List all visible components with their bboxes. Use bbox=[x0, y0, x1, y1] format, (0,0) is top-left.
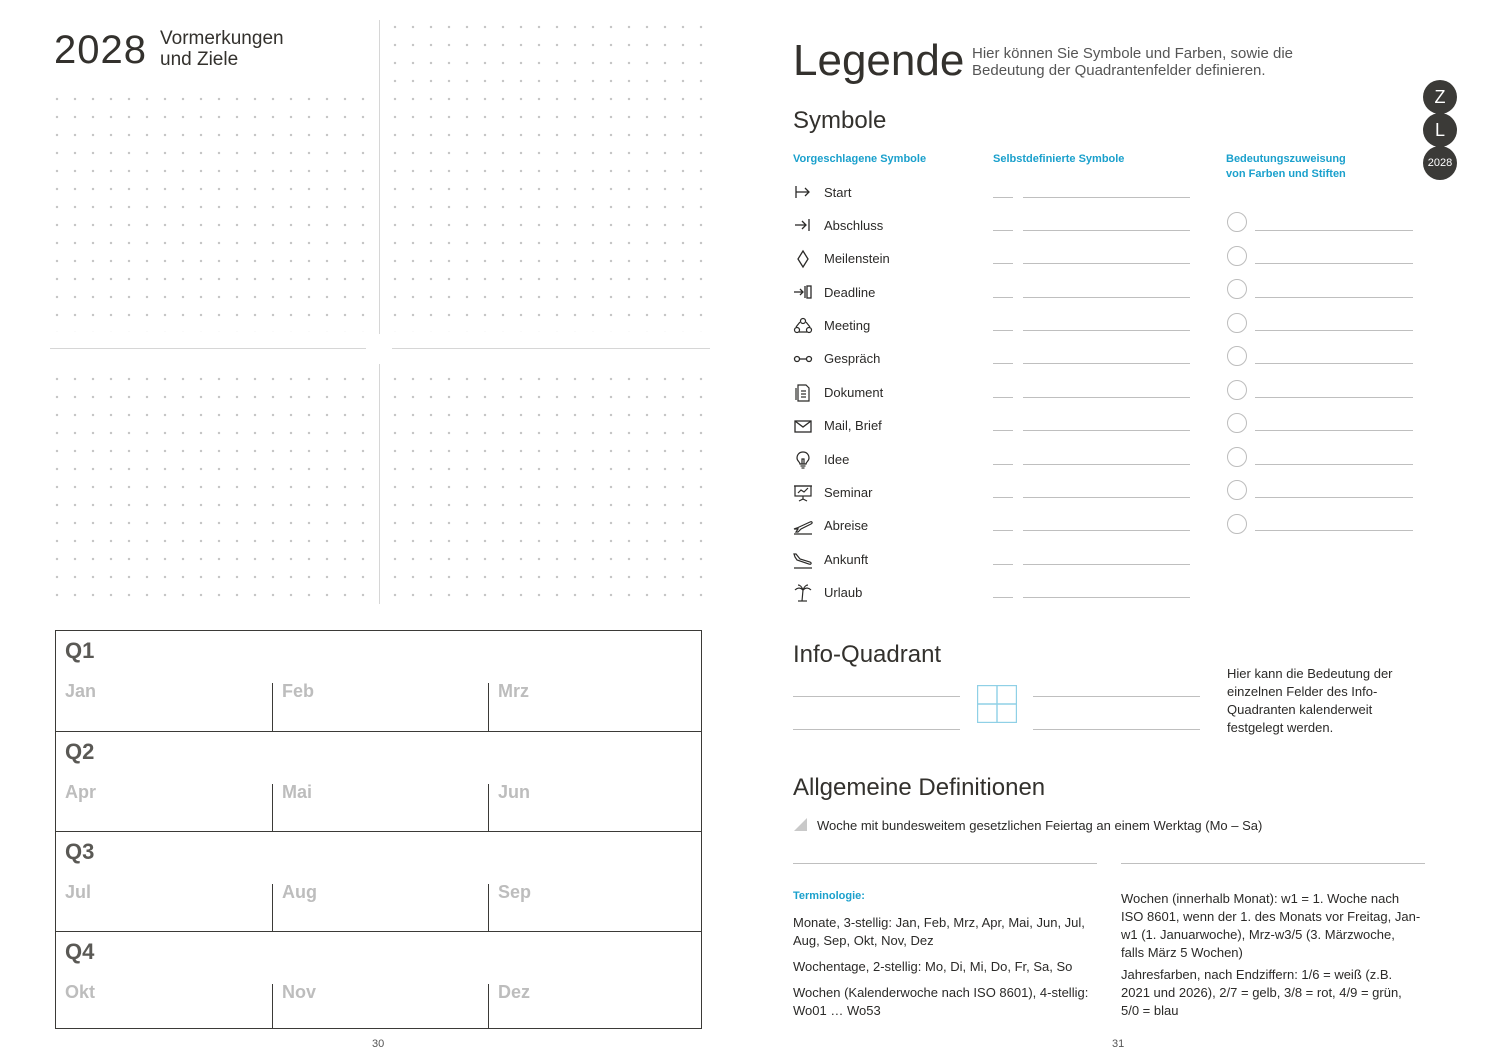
quarter-label: Q1 bbox=[65, 638, 95, 663]
custom-symbol-slot[interactable] bbox=[993, 397, 1013, 398]
meeting-icon bbox=[793, 316, 813, 336]
custom-symbol-slot[interactable] bbox=[993, 564, 1013, 565]
custom-symbol-slot[interactable] bbox=[993, 263, 1013, 264]
info-field-line-top-left[interactable] bbox=[793, 696, 960, 697]
month-divider bbox=[272, 884, 273, 931]
month-cell[interactable]: Apr bbox=[65, 782, 96, 802]
color-meaning-line[interactable] bbox=[1255, 263, 1413, 264]
custom-symbol-slot[interactable] bbox=[993, 430, 1013, 431]
custom-symbol-slot[interactable] bbox=[993, 330, 1013, 331]
color-swatch-circle[interactable] bbox=[1227, 380, 1247, 400]
month-cell[interactable]: Mai bbox=[282, 782, 313, 802]
term-weeks: Wochen (Kalenderwoche nach ISO 8601), 4-stellig: Wo01 … Wo53 bbox=[793, 985, 1089, 1018]
dot-grid-top-left[interactable] bbox=[48, 90, 366, 332]
month-cell[interactable]: Aug bbox=[282, 882, 317, 902]
custom-symbol-line[interactable] bbox=[1023, 197, 1190, 198]
symbol-label: Abreise bbox=[824, 518, 869, 533]
column-header-colors-line2: von Farben und Stiften bbox=[1226, 168, 1346, 180]
legend-title: Legende bbox=[793, 36, 965, 85]
year-heading: 2028 bbox=[54, 28, 147, 72]
symbol-label: Meilenstein bbox=[824, 251, 890, 266]
column-header-suggested: Vorgeschlagene Symbole bbox=[793, 153, 927, 165]
quarter-table bbox=[55, 630, 702, 1029]
custom-symbol-slot[interactable] bbox=[993, 230, 1013, 231]
info-field-line-bottom-left[interactable] bbox=[793, 729, 960, 730]
quarter-label: Q3 bbox=[65, 839, 95, 864]
term-weekdays: Wochentage, 2-stellig: Mo, Di, Mi, Do, Fr, Sa, So bbox=[793, 959, 1073, 974]
month-divider bbox=[272, 683, 273, 731]
month-divider bbox=[488, 884, 489, 931]
custom-symbol-line[interactable] bbox=[1023, 363, 1190, 364]
tab-year[interactable]: 2028 bbox=[1423, 146, 1457, 180]
color-swatch-circle[interactable] bbox=[1227, 279, 1247, 299]
custom-symbol-line[interactable] bbox=[1023, 530, 1190, 531]
custom-symbol-line[interactable] bbox=[1023, 230, 1190, 231]
arrow-from-bar-icon bbox=[793, 183, 813, 203]
custom-symbol-line[interactable] bbox=[1023, 597, 1190, 598]
symbol-label: Mail, Brief bbox=[824, 418, 882, 433]
color-swatch-circle[interactable] bbox=[1227, 413, 1247, 433]
page-title bbox=[160, 28, 284, 70]
holiday-triangle-icon bbox=[794, 818, 807, 831]
color-swatch-circle[interactable] bbox=[1227, 346, 1247, 366]
lightbulb-icon bbox=[793, 450, 813, 470]
month-cell[interactable]: Nov bbox=[282, 982, 317, 1002]
legend-intro: Hier können Sie Symbole und Farben, sowie die Bedeutung der Quadrantenfelder definieren. bbox=[972, 45, 1294, 79]
month-cell[interactable]: Jul bbox=[65, 882, 92, 902]
symbol-label: Start bbox=[824, 185, 852, 200]
custom-symbol-line[interactable] bbox=[1023, 397, 1190, 398]
custom-symbol-line[interactable] bbox=[1023, 564, 1190, 565]
page-number-left: 30 bbox=[372, 1038, 385, 1050]
quarter-row-q3 bbox=[56, 831, 701, 931]
dot-grid-bottom-left[interactable] bbox=[48, 370, 366, 604]
column-header-colors-line1: Bedeutungszuweisung bbox=[1226, 153, 1346, 165]
presentation-icon bbox=[793, 483, 813, 503]
custom-symbol-line[interactable] bbox=[1023, 497, 1190, 498]
symbol-label: Urlaub bbox=[824, 585, 863, 600]
column-header-custom: Selbstdefinierte Symbole bbox=[993, 153, 1125, 165]
dot-grid-bottom-right[interactable] bbox=[386, 370, 710, 604]
symbol-label: Gespräch bbox=[824, 351, 881, 366]
envelope-icon bbox=[793, 416, 813, 436]
month-divider bbox=[272, 784, 273, 831]
custom-symbol-line[interactable] bbox=[1023, 430, 1190, 431]
custom-symbol-slot[interactable] bbox=[993, 197, 1013, 198]
divider-vertical-bottom bbox=[379, 364, 380, 604]
color-meaning-line[interactable] bbox=[1255, 230, 1413, 231]
divider-left bbox=[793, 863, 1097, 864]
custom-symbol-line[interactable] bbox=[1023, 330, 1190, 331]
deadline-icon bbox=[793, 283, 813, 303]
document-icon bbox=[793, 383, 813, 403]
color-swatch-circle[interactable] bbox=[1227, 480, 1247, 500]
color-swatch-circle[interactable] bbox=[1227, 212, 1247, 232]
color-meaning-line[interactable] bbox=[1255, 497, 1413, 498]
color-swatch-circle[interactable] bbox=[1227, 447, 1247, 467]
conversation-icon bbox=[793, 349, 813, 369]
custom-symbol-slot[interactable] bbox=[993, 297, 1013, 298]
tab-l[interactable]: L bbox=[1423, 113, 1457, 147]
symbol-label: Ankunft bbox=[824, 552, 869, 567]
month-cell[interactable]: Mrz bbox=[498, 681, 529, 701]
symbol-label: Deadline bbox=[824, 285, 876, 300]
custom-symbol-slot[interactable] bbox=[993, 497, 1013, 498]
symbol-label: Dokument bbox=[824, 385, 884, 400]
custom-symbol-line[interactable] bbox=[1023, 297, 1190, 298]
arrow-to-bar-icon bbox=[793, 216, 813, 236]
month-divider bbox=[488, 683, 489, 731]
color-meaning-line[interactable] bbox=[1255, 430, 1413, 431]
quarter-row-q1 bbox=[56, 631, 701, 731]
info-quadrant-heading: Info-Quadrant bbox=[793, 641, 942, 668]
quarter-row-q4 bbox=[56, 931, 701, 1028]
term-year-colors: Jahresfarben, nach Endziffern: 1/6 = weiß (z.B. 2021 und 2026), 2/7 = gelb, 3/8 = rot, 4/9 = grün, 5/0 = blau bbox=[1121, 967, 1402, 1018]
color-swatch-circle[interactable] bbox=[1227, 514, 1247, 534]
divider-horizontal-right bbox=[392, 348, 710, 349]
custom-symbol-slot[interactable] bbox=[993, 363, 1013, 364]
info-quadrant-grid-icon bbox=[977, 685, 1017, 723]
divider-vertical-top bbox=[379, 20, 380, 334]
quarter-row-q2 bbox=[56, 731, 701, 831]
month-divider bbox=[488, 784, 489, 831]
terminology-heading: Terminologie: bbox=[793, 890, 865, 902]
symbol-label: Idee bbox=[824, 452, 850, 467]
month-cell[interactable]: Feb bbox=[282, 681, 315, 701]
column-header-colors bbox=[1226, 152, 1346, 182]
custom-symbol-slot[interactable] bbox=[993, 530, 1013, 531]
month-cell[interactable]: Jun bbox=[498, 782, 531, 802]
custom-symbol-slot[interactable] bbox=[993, 464, 1013, 465]
general-definitions-heading: Allgemeine Definitionen bbox=[793, 774, 1046, 801]
color-meaning-line[interactable] bbox=[1255, 297, 1413, 298]
page-number-right: 31 bbox=[1112, 1038, 1125, 1050]
color-meaning-line[interactable] bbox=[1255, 363, 1413, 364]
symbol-label: Abschluss bbox=[824, 218, 884, 233]
plane-arrival-icon bbox=[793, 550, 813, 570]
title-line-2: und Ziele bbox=[160, 49, 239, 70]
tab-z[interactable]: Z bbox=[1423, 80, 1457, 114]
symbol-label: Seminar bbox=[824, 485, 873, 500]
divider-horizontal-left bbox=[50, 348, 366, 349]
custom-symbol-line[interactable] bbox=[1023, 464, 1190, 465]
plane-departure-icon bbox=[793, 516, 813, 536]
palm-tree-icon bbox=[793, 583, 813, 603]
color-meaning-line[interactable] bbox=[1255, 464, 1413, 465]
term-weeks-in-month: Wochen (innerhalb Monat): w1 = 1. Woche nach ISO 8601, wenn der 1. des Monats vor Freitag, Jan-w1 (1. Januarwoche), Mrz-w3/5 (3. Märzwoche, falls März 5 Wochen) bbox=[1121, 891, 1421, 960]
color-meaning-line[interactable] bbox=[1255, 530, 1413, 531]
info-field-line-bottom-right[interactable] bbox=[1033, 729, 1200, 730]
title-line-1: Vormerkungen bbox=[160, 28, 284, 49]
info-field-line-top-right[interactable] bbox=[1033, 696, 1200, 697]
custom-symbol-line[interactable] bbox=[1023, 263, 1190, 264]
dot-grid-top-right[interactable] bbox=[386, 18, 710, 332]
quarter-label: Q2 bbox=[65, 739, 95, 764]
holiday-definition: Woche mit bundesweitem gesetzlichen Feiertag an einem Werktag (Mo – Sa) bbox=[817, 818, 1263, 833]
divider-right bbox=[1121, 863, 1425, 864]
info-quadrant-description: Hier kann die Bedeutung der einzelnen Felder des Info-Quadranten kalenderweit festgelegt werden. bbox=[1227, 666, 1393, 735]
color-meaning-line[interactable] bbox=[1255, 330, 1413, 331]
symbols-heading: Symbole bbox=[793, 107, 887, 134]
color-swatch-circle[interactable] bbox=[1227, 246, 1247, 266]
diamond-icon bbox=[793, 249, 813, 269]
color-swatch-circle[interactable] bbox=[1227, 313, 1247, 333]
month-divider bbox=[272, 984, 273, 1028]
month-cell[interactable]: Dez bbox=[498, 982, 531, 1002]
symbol-label: Meeting bbox=[824, 318, 871, 333]
month-divider bbox=[488, 984, 489, 1028]
custom-symbol-slot[interactable] bbox=[993, 597, 1013, 598]
month-cell[interactable]: Okt bbox=[65, 982, 96, 1002]
month-cell[interactable]: Jan bbox=[65, 681, 97, 701]
quarter-label: Q4 bbox=[65, 939, 95, 964]
term-months: Monate, 3-stellig: Jan, Feb, Mrz, Apr, Mai, Jun, Jul, Aug, Sep, Okt, Nov, Dez bbox=[793, 915, 1085, 948]
color-meaning-line[interactable] bbox=[1255, 397, 1413, 398]
month-cell[interactable]: Sep bbox=[498, 882, 532, 902]
